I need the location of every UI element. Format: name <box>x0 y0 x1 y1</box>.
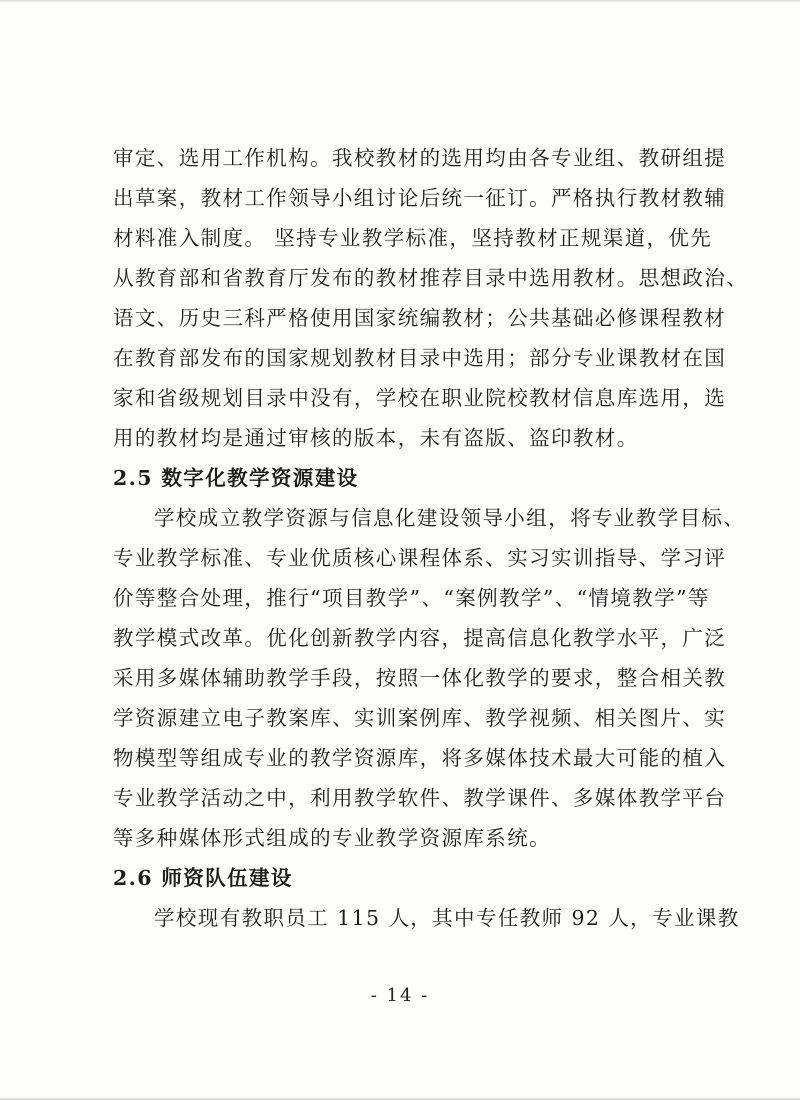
text-line: 从教育部和省教育厅发布的教材推荐目录中选用教材。思想政治、 <box>113 266 749 290</box>
page-number: - 14 - <box>370 985 430 1006</box>
page-content <box>113 138 749 938</box>
text-line: 家和省级规划目录中没有，学校在职业院校教材信息库选用，选 <box>113 386 727 410</box>
text-line: 学校现有教职员工 115 人，其中专任教师 92 人，专业课教 <box>154 906 740 930</box>
section-heading-2-6: 2.6 师资队伍建设 <box>113 866 293 890</box>
text-line: 语文、历史三科严格使用国家统编教材；公共基础必修课程教材 <box>113 306 727 330</box>
text-line: 出草案，教材工作领导小组讨论后统一征订。严格执行教材教辅 <box>113 186 727 210</box>
text-line: 审定、选用工作机构。我校教材的选用均由各专业组、教研组提 <box>113 146 727 170</box>
text-line: 用的教材均是通过审核的版本，未有盗版、盗印教材。 <box>113 426 639 450</box>
text-line: 学资源建立电子教案库、实训案例库、教学视频、相关图片、实 <box>113 706 727 730</box>
scan-edge-top <box>0 0 800 3</box>
paragraph-digital-resources <box>113 498 746 858</box>
text-line: 专业教学标准、专业优质核心课程体系、实习实训指导、学习评 <box>113 546 727 570</box>
section-heading-2-5: 2.5 数字化教学资源建设 <box>113 466 359 490</box>
text-line: 物模型等组成专业的教学资源库，将多媒体技术最大可能的植入 <box>113 746 727 770</box>
text-line: 价等整合处理，推行“项目教学”、“案例教学”、“情境教学”等 <box>113 586 710 610</box>
text-line: 专业教学活动之中，利用教学软件、教学课件、多媒体教学平台 <box>113 786 727 810</box>
text-line: 材料准入制度。 坚持专业教学标准，坚持教材正规渠道，优先 <box>113 226 713 250</box>
text-line: 在教育部发布的国家规划教材目录中选用；部分专业课教材在国 <box>113 346 727 370</box>
paragraph-materials-selection <box>113 138 749 458</box>
text-line: 教学模式改革。优化创新教学内容，提高信息化教学水平，广泛 <box>113 626 727 650</box>
text-line: 等多种媒体形式组成的专业教学资源库系统。 <box>113 826 551 850</box>
paragraph-faculty <box>113 898 740 938</box>
text-line: 学校成立教学资源与信息化建设领导小组，将专业教学目标、 <box>154 506 746 530</box>
text-line: 采用多媒体辅助教学手段，按照一体化教学的要求，整合相关教 <box>113 666 727 690</box>
